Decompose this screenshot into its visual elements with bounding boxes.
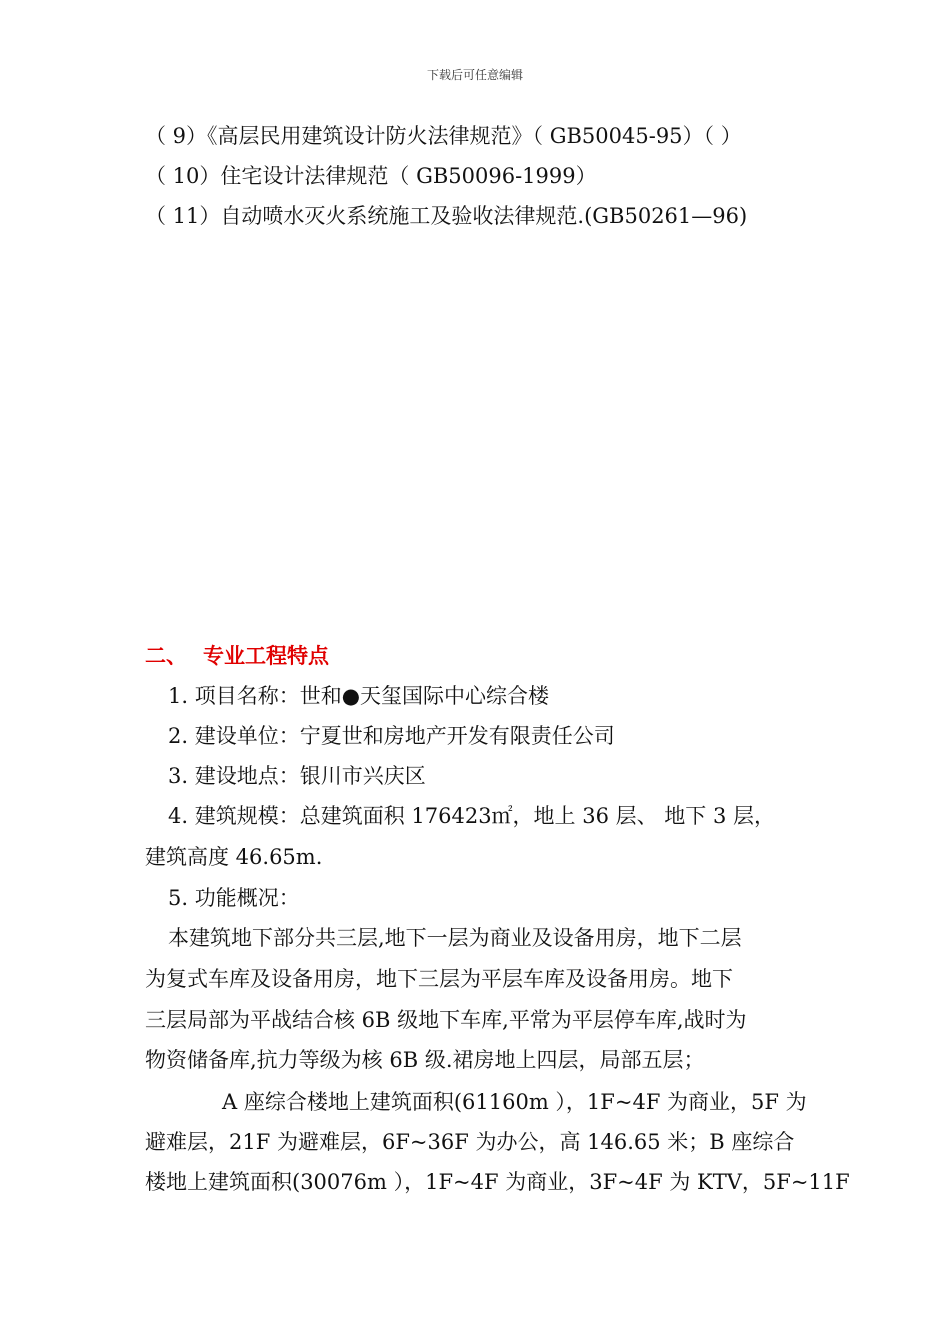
paragraph-line: A 座综合楼地上建筑面积(61160m ），1F~4F 为商业，5F 为 (222, 1090, 807, 1114)
paragraph-line: 本建筑地下部分共三层,地下一层为商业及设备用房，地下二层 (168, 926, 742, 950)
list-item: 1. 项目名称：世和●天玺国际中心综合楼 (168, 684, 550, 708)
section-number: 二、 (145, 644, 187, 668)
paragraph-line: 楼地上建筑面积(30076m ），1F~4F 为商业，3F~4F 为 KTV，5F~11F (145, 1170, 850, 1194)
paragraph-line: 物资储备库,抗力等级为核 6B 级.裙房地上四层，局部五层； (145, 1048, 705, 1072)
page-header: 下载后可任意编辑 (426, 68, 523, 82)
list-item: 3. 建设地点：银川市兴庆区 (168, 764, 426, 788)
list-item: 4. 建筑规模：总建筑面积 176423㎡，地上 36 层、 地下 3 层， (168, 804, 776, 828)
reference-item: （ 9）《高层民用建筑设计防火法律规范》（ GB50045-95）（ ） (145, 124, 742, 148)
paragraph-line: 三层局部为平战结合核 6B 级地下车库,平常为平层停车库,战时为 (145, 1008, 747, 1032)
list-item: 2. 建设单位：宁夏世和房地产开发有限责任公司 (168, 724, 615, 748)
reference-item: （ 11）自动喷水灭火系统施工及验收法律规范.(GB50261—96) (145, 204, 748, 228)
list-item-continuation: 建筑高度 46.65m. (145, 845, 323, 869)
list-item: 5. 功能概况： (168, 886, 300, 910)
paragraph-line: 为复式车库及设备用房，地下三层为平层车库及设备用房。地下 (145, 967, 733, 991)
section-title: 专业工程特点 (203, 644, 329, 668)
reference-item: （ 10）住宅设计法律规范（ GB50096-1999） (145, 164, 597, 188)
section-heading (145, 640, 329, 670)
paragraph-line: 避难层，21F 为避难层，6F~36F 为办公，高 146.65 米；B 座综合 (145, 1130, 795, 1154)
